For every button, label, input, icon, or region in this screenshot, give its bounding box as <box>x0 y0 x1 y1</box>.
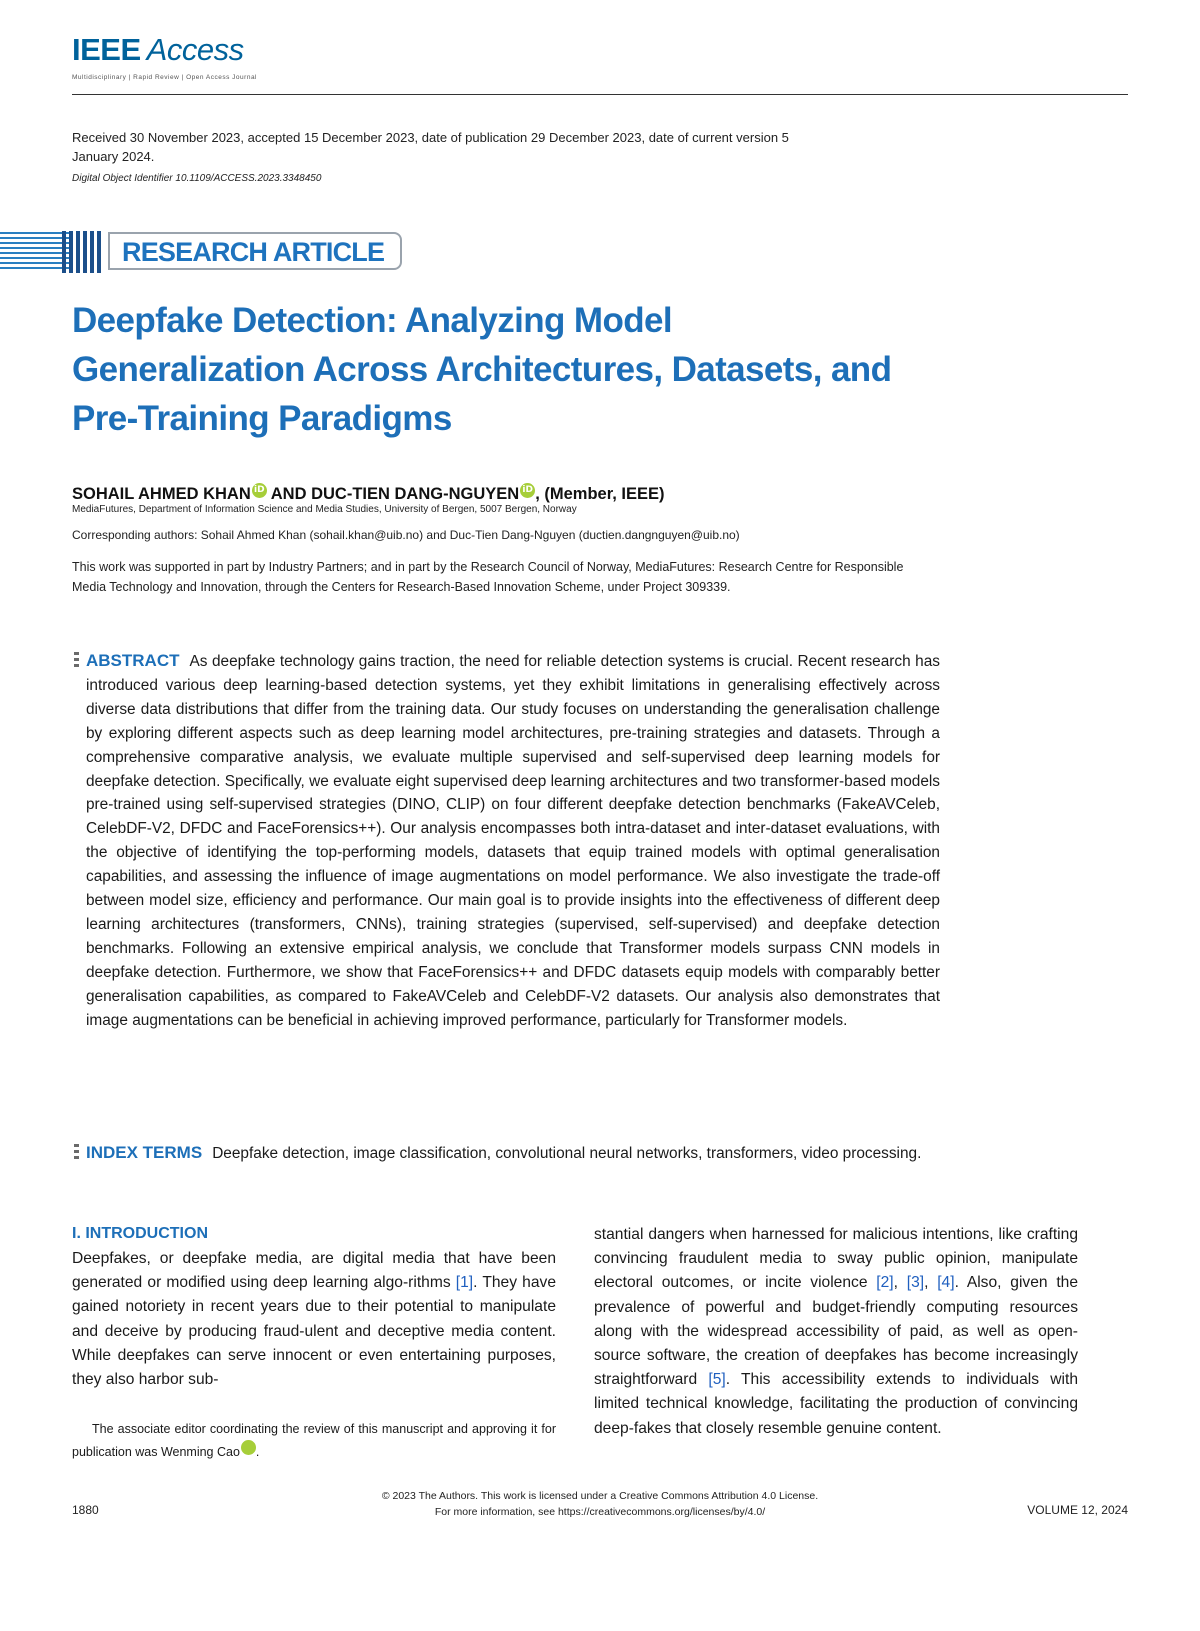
received-dates: Received 30 November 2023, accepted 15 December 2023, date of publication 29 December 2023, date of current version 5 January 2024. <box>72 130 789 164</box>
footnote-end: . <box>255 1445 260 1459</box>
logo-ieee: IEEE <box>72 32 141 67</box>
abstract-label: ABSTRACT <box>86 651 180 670</box>
index-terms-marker-icon <box>74 1144 79 1162</box>
orcid-icon[interactable]: iD <box>241 1440 256 1455</box>
affiliation: MediaFutures, Department of Information Science and Media Studies, University of Bergen, 5007 Bergen, Norway <box>72 504 577 515</box>
intro-text: Deepfakes, or deepfake media, are digital media that have been generated or modified using deep learning algo-rithms <box>72 1250 556 1292</box>
intro-column-2 <box>594 1223 1078 1441</box>
orcid-icon[interactable]: iD <box>520 483 535 498</box>
member-note: , (Member, IEEE) <box>535 485 665 503</box>
citation-link[interactable]: [3] <box>906 1274 925 1292</box>
citation-sep: , <box>924 1274 938 1292</box>
license-footer <box>0 1488 1200 1520</box>
orcid-icon[interactable]: iD <box>252 483 267 498</box>
index-terms-text: Deepfake detection, image classification, convolutional neural networks, transformers, video processing. <box>212 1145 922 1162</box>
section-heading: I. INTRODUCTION <box>72 1225 208 1242</box>
banner-bars <box>62 231 106 273</box>
paper-title: Deepfake Detection: Analyzing Model Generalization Across Architectures, Datasets, and Pre-Training Paradigms <box>72 301 892 438</box>
doi: Digital Object Identifier 10.1109/ACCESS.2023.3348450 <box>72 173 322 184</box>
citation-link[interactable]: [5] <box>708 1371 726 1389</box>
funding-note: This work was supported in part by Industry Partners; and in part by the Research Council of Norway, MediaFutures: Research Centre for Responsible Media Technology and Innovation, through the Centers for Research-Based Innovation Scheme, under Project 309339. <box>72 560 904 594</box>
author-and: AND <box>270 485 307 503</box>
journal-logo <box>72 34 244 65</box>
citation-link[interactable]: [1] <box>455 1274 474 1292</box>
journal-tagline: Multidisciplinary | Rapid Review | Open Access Journal <box>72 74 257 81</box>
license-link[interactable]: For more information, see https://creativecommons.org/licenses/by/4.0/ <box>434 1506 766 1518</box>
citation-link[interactable]: [4] <box>937 1274 955 1292</box>
author-2: DUC-TIEN DANG-NGUYEN <box>311 485 520 503</box>
abstract-marker-icon <box>74 652 79 670</box>
corresponding-authors: Corresponding authors: Sohail Ahmed Khan (sohail.khan@uib.no) and Duc-Tien Dang-Nguyen (ductien.dangnguyen@uib.no) <box>72 528 740 542</box>
editor-footnote <box>72 1418 556 1463</box>
footnote-text: The associate editor coordinating the review of this manuscript and approving it for publication was Wenming Cao <box>72 1422 556 1459</box>
volume-info: VOLUME 12, 2024 <box>1027 1503 1128 1517</box>
citation-sep: , <box>893 1274 907 1292</box>
logo-access: Access <box>146 32 244 67</box>
author-1: SOHAIL AHMED KHAN <box>72 485 251 503</box>
license-text: © 2023 The Authors. This work is licensed under a Creative Commons Attribution 4.0 License. <box>381 1490 819 1502</box>
intro-text: . This accessibility extends to individuals with limited technical knowledge, facilitating the production of convincing deep-fakes that closely resemble genuine content. <box>594 1371 1078 1437</box>
abstract-text: As deepfake technology gains traction, the need for reliable detection systems is crucial. Recent research has introduced various deep learning-based detection systems, yet they exhibit limitations in generalising effectively across diverse data distributions that differ from the training data. Our study focuses on understanding the generalisation challenge by exploring different aspects such as deep learning model architectures, pre-training strategies and datasets. Through a comprehensive comparative analysis, we evaluate multiple supervised and self-supervised deep learning models for deepfake detection. Specifically, we evaluate eight supervised deep learning architectures and two transformer-based models pre-trained using self-supervised strategies (DINO, CLIP) on four different deepfake detection benchmarks (FakeAVCeleb, CelebDF-V2, DFDC and FaceForensics++). Our analysis encompasses both intra-dataset and inter-dataset evaluations, with the objective of identifying the top-performing models, datasets that equip trained models with optimal generalisation capabilities, and assessing the influence of image augmentations on model performance. We also investigate the trade-off between model size, efficiency and performance. Our main goal is to provide insights into the effectiveness of different deep learning architectures (transformers, CNNs), training strategies (supervised, self-supervised) and deepfake detection benchmarks. Following an extensive empirical analysis, we conclude that Transformer models surpass CNN models in deepfake detection. Furthermore, we show that FaceForensics++ and DFDC datasets equip models with comparably better generalisation capabilities, as compared to FakeAVCeleb and CelebDF-V2 datasets. Our analysis also demonstrates that image augmentations can be beneficial in achieving improved performance, particularly for Transformer models. <box>86 653 940 1029</box>
intro-text: stantial dangers when harnessed for malicious intentions, like crafting convincing fraudulent media to sway public opinion, manipulate electoral outcomes, or incite violence <box>594 1226 1078 1292</box>
index-terms <box>86 1141 940 1166</box>
intro-column-1 <box>72 1247 556 1392</box>
citation-link[interactable]: [2] <box>876 1274 894 1292</box>
page-number: 1880 <box>72 1503 99 1517</box>
abstract <box>86 649 940 1033</box>
author-line <box>72 483 664 504</box>
index-terms-label: INDEX TERMS <box>86 1143 203 1162</box>
intro-text: . Also, given the prevalence of powerful and budget-friendly computing resources along with the widespread accessibility of paid, as well as open-source software, the creation of deepfakes has become increasingly straightforward <box>594 1274 1079 1389</box>
article-type-banner: RESEARCH ARTICLE <box>108 232 402 270</box>
intro-text: . They have gained notoriety in recent years due to their potential to manipulate and deceive by producing fraud-ulent and deceptive media content. While deepfakes can serve innocent or even entertaining purposes, they also harbor sub- <box>72 1274 556 1389</box>
masthead-divider <box>72 94 1128 95</box>
